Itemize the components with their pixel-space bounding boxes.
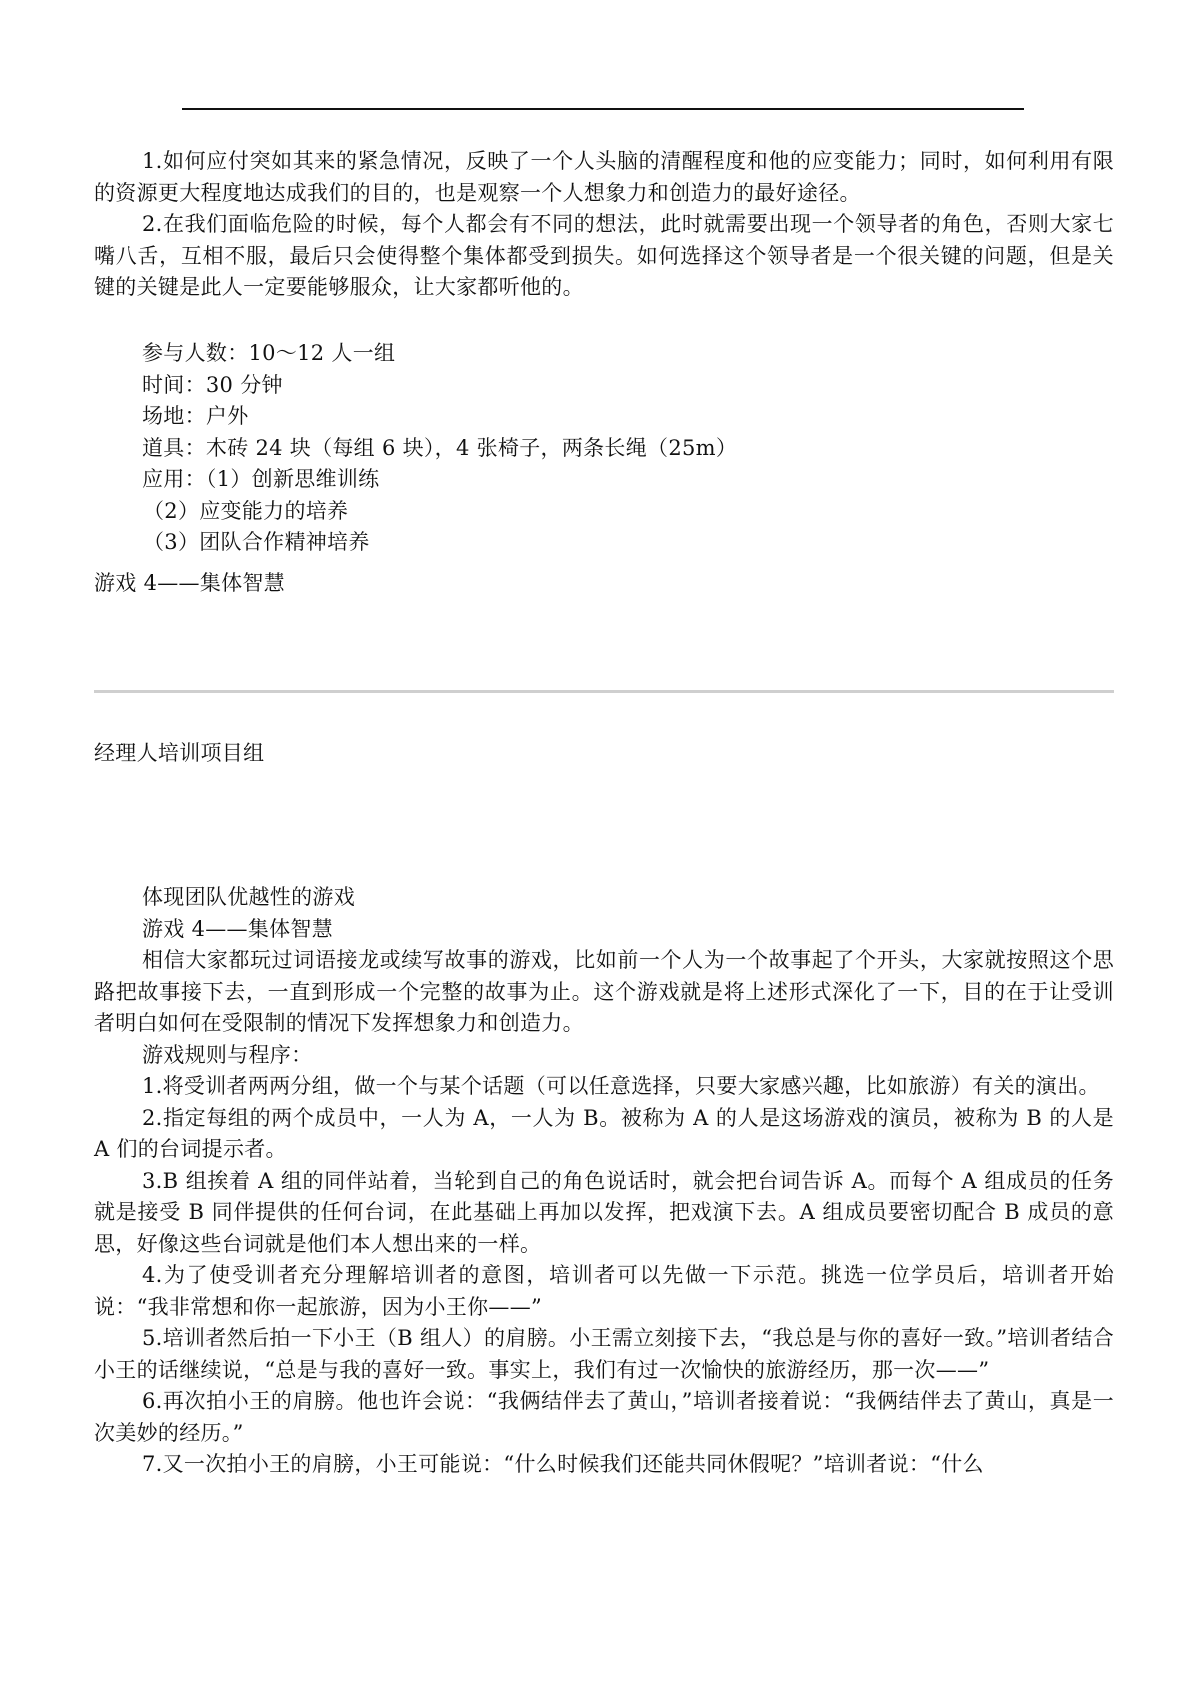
venue-line: 场地：户外 <box>142 404 249 428</box>
main-subtitle: 游戏 4——集体智慧 <box>142 916 334 941</box>
page-break-divider <box>94 690 1114 693</box>
rule-5: 5.培训者然后拍一下小王（B 组人）的肩膀。小王需立刻接下去，“我总是与你的喜好一致。”培训者结合小王的话继续说，“总是与我的喜好一致。事实上，我们有过一次愉快的旅游经历，那一次——” <box>94 1326 1114 1382</box>
intro-paragraph-2: 2.在我们面临危险的时候，每个人都会有不同的想法，此时就需要出现一个领导者的角色，否则大家七嘴八舌，互相不服，最后只会使得整个集体都受到损失。如何选择这个领导者是一个很关键的问题，但是关键的关键是此人一定要能够服众，让大家都听他的。 <box>94 212 1114 299</box>
rule-6: 6.再次拍小王的肩膀。他也许会说：“我俩结伴去了黄山，”培训者接着说：“我俩结伴去了黄山，真是一次美妙的经历。” <box>94 1389 1114 1445</box>
application-item-2: （2）应变能力的培养 <box>143 498 349 523</box>
participants-line: 参与人数：10～12 人一组 <box>142 341 396 365</box>
rule-4: 4.为了使受训者充分理解培训者的意图，培训者可以先做一下示范。挑选一位学员后，培训者开始说：“我非常想和你一起旅游，因为小王你——” <box>94 1263 1114 1319</box>
main-section <box>94 882 1114 1481</box>
props-line: 道具：木砖 24 块（每组 6 块），4 张椅子，两条长绳（25m） <box>142 435 738 460</box>
rule-1: 1.将受训者两两分组，做一个与某个话题（可以任意选择，只要大家感兴趣，比如旅游）有关的演出。 <box>142 1074 1100 1098</box>
organization-name: 经理人培训项目组 <box>94 741 265 765</box>
time-line: 时间：30 分钟 <box>142 372 283 397</box>
main-title: 体现团队优越性的游戏 <box>142 885 355 909</box>
header-divider <box>182 108 1024 110</box>
game-4-heading <box>94 568 1114 600</box>
rule-3: 3.B 组挨着 A 组的同伴站着，当轮到自己的角色说话时，就会把台词告诉 A。而每个 A 组成员的任务就是接受 B 同伴提供的任何台词，在此基础上再加以发挥，把戏演下去。A 组成员要密切配合 B 成员的意思，好像这些台词就是他们本人想出来的一样。 <box>94 1168 1114 1256</box>
rule-2: 2.指定每组的两个成员中，一人为 A，一人为 B。被称为 A 的人是这场游戏的演员，被称为 B 的人是 A 们的台词提示者。 <box>94 1105 1114 1161</box>
main-intro-paragraph: 相信大家都玩过词语接龙或续写故事的游戏，比如前一个人为一个故事起了个开头，大家就按照这个思路把故事接下去，一直到形成一个完整的故事为止。这个游戏就是将上述形式深化了一下，目的在于让受训者明白如何在受限制的情况下发挥想象力和创造力。 <box>94 948 1114 1035</box>
intro-section <box>94 146 1114 304</box>
application-line: 应用：（1）创新思维训练 <box>142 467 380 491</box>
game-parameters <box>94 338 1114 559</box>
rules-title: 游戏规则与程序： <box>142 1042 313 1067</box>
rule-7: 7.又一次拍小王的肩膀，小王可能说：“什么时候我们还能共同休假呢？”培训者说：“什么 <box>142 1452 984 1476</box>
application-item-3: （3）团队合作精神培养 <box>143 530 370 554</box>
intro-paragraph-1: 1.如何应付突如其来的紧急情况，反映了一个人头脑的清醒程度和他的应变能力；同时，如何利用有限的资源更大程度地达成我们的目的，也是观察一个人想象力和创造力的最好途径。 <box>94 149 1114 205</box>
organization-heading <box>94 738 1114 770</box>
game-4-heading-text: 游戏 4——集体智慧 <box>94 571 286 595</box>
